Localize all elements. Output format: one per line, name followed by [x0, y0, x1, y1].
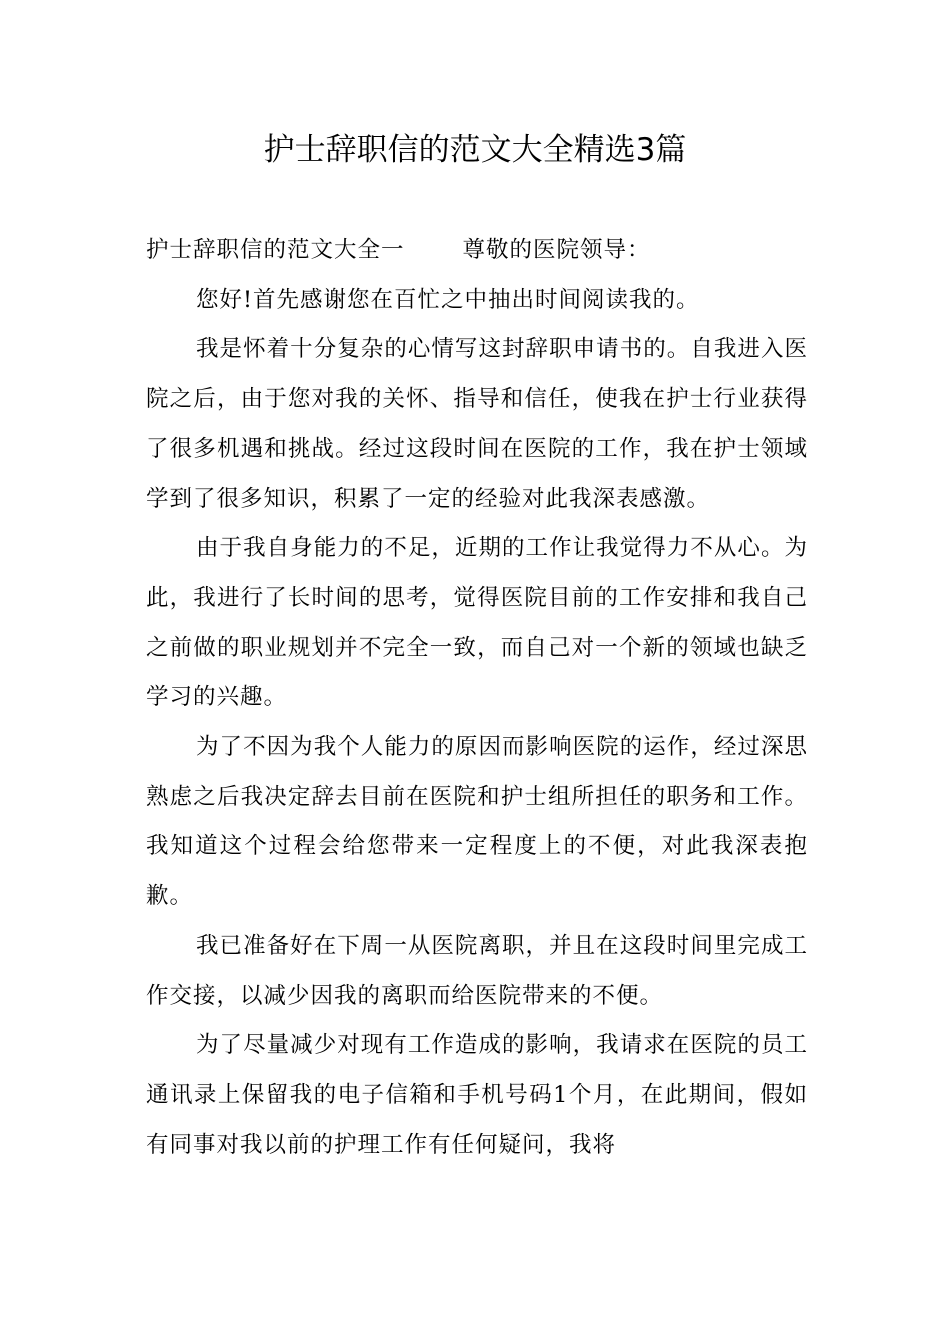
document-body: [146, 226, 808, 1170]
paragraph-greeting: 您好!首先感谢您在百忙之中抽出时间阅读我的。: [196, 286, 700, 313]
paragraph-contact: 为了尽量减少对现有工作造成的影响，我请求在医院的员工通讯录上保留我的电子信箱和手机号码1个月，在此期间，假如有同事对我以前的护理工作有任何疑问，我将: [146, 1032, 808, 1158]
section-heading: 护士辞职信的范文大全一: [146, 237, 405, 263]
document-title: 护士辞职信的范文大全精选3篇: [263, 132, 687, 168]
paragraph-handover: 我已准备好在下周一从医院离职，并且在这段时间里完成工作交接，以减少因我的离职而给医院带来的不便。: [146, 932, 808, 1009]
paragraph-reason: 由于我自身能力的不足，近期的工作让我觉得力不从心。为此，我进行了长时间的思考，觉得医院目前的工作安排和我自己之前做的职业规划并不完全一致，而自己对一个新的领域也缺乏学习的兴趣。: [146, 535, 808, 711]
opening-line: [146, 226, 808, 276]
paragraph-gratitude: 我是怀着十分复杂的心情写这封辞职申请书的。自我进入医院之后，由于您对我的关怀、指导和信任，使我在护士行业获得了很多机遇和挑战。经过这段时间在医院的工作，我在护士领域学到了很多知识，积累了一定的经验对此我深表感激。: [146, 336, 808, 512]
paragraph-decision: 为了不因为我个人能力的原因而影响医院的运作，经过深思熟虑之后我决定辞去目前在医院和护士组所担任的职务和工作。我知道这个过程会给您带来一定程度上的不便，对此我深表抱歉。: [146, 734, 808, 910]
salutation: 尊敬的医院领导：: [462, 237, 651, 263]
